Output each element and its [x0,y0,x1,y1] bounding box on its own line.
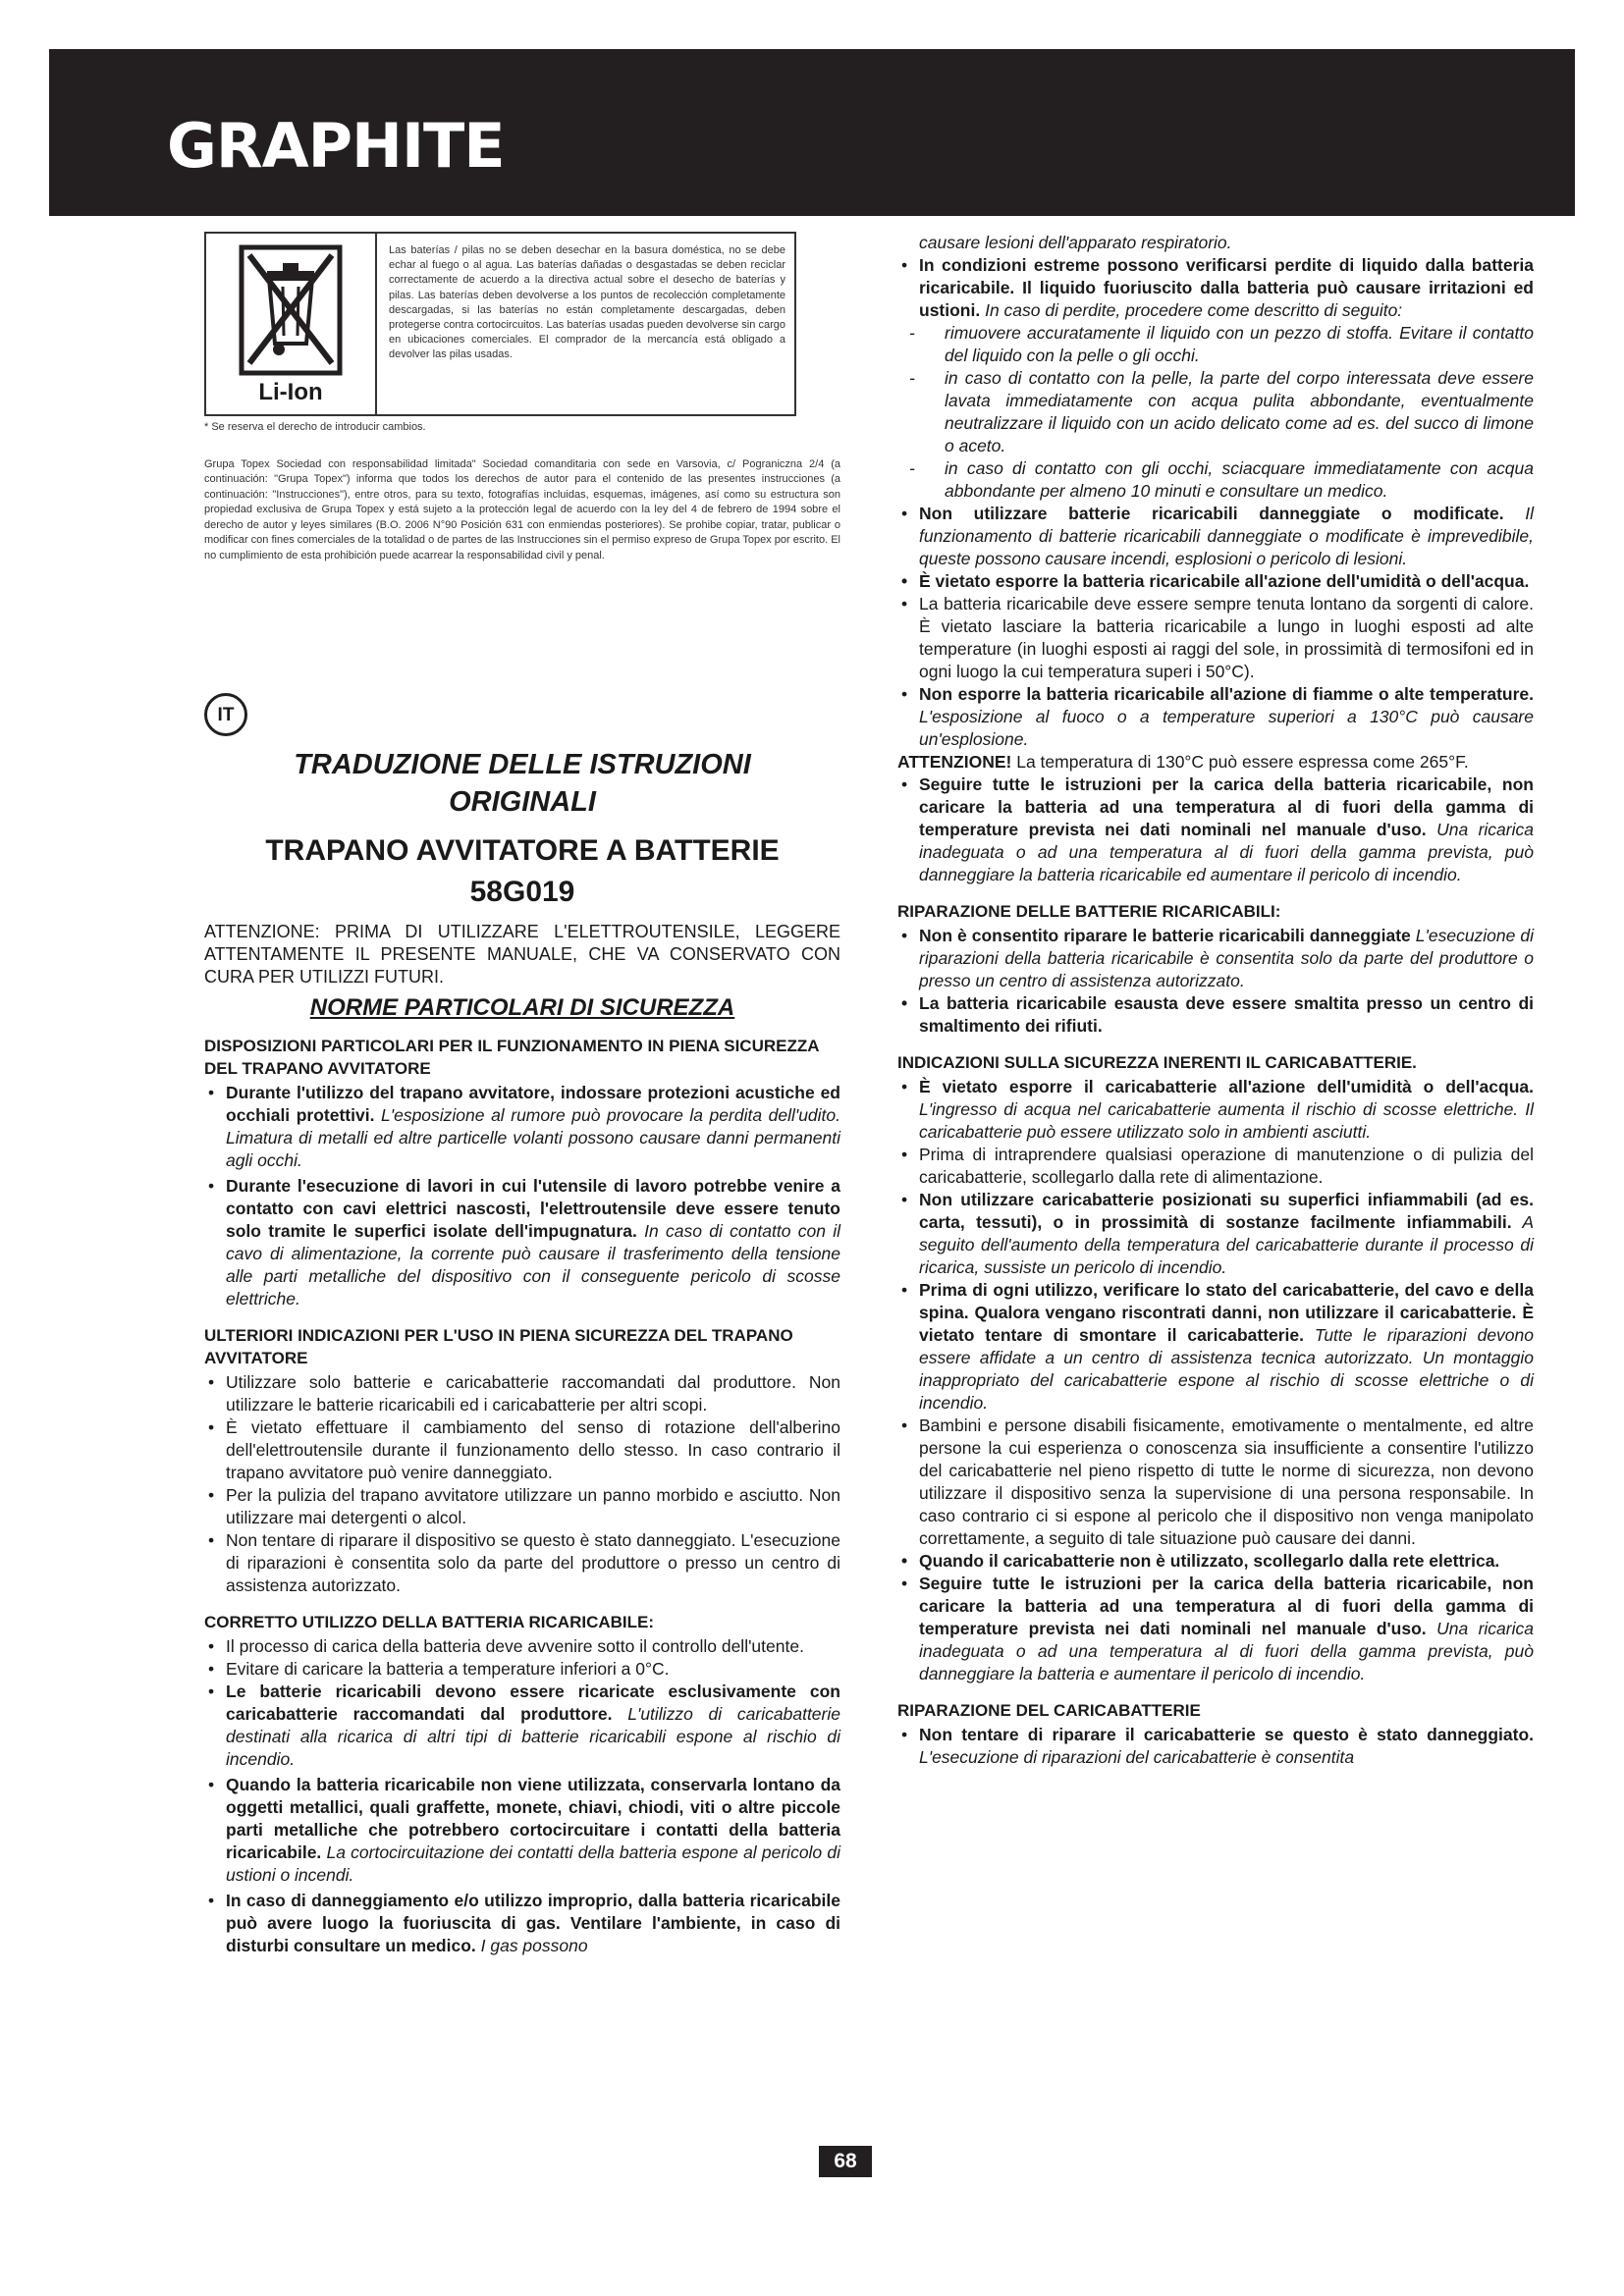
r-dash-3: - in caso di contatto con gli occhi, sciacquare immediatamente con acqua abbondante per almeno 10 minuti e consultare un medico. [897,457,1534,503]
r-charger-2: • Prima di intraprendere qualsiasi operazione di manutenzione o di pulizia del caricabatterie, scollegarlo dalla rete di alimentazione. [897,1144,1534,1189]
left-column [204,232,840,1957]
doc-title-line2: ORIGINALI [449,786,596,818]
product-name: TRAPANO AVVITATORE A BATTERIE [265,834,780,867]
r-dash-2: - in caso di contatto con la pelle, la parte del corpo interessata deve essere lavata immediatamente con acqua pulita abbondante, eventualmente neutralizzare il liquido con un acido delicato come ad es. del succo di limone o aceto. [897,367,1534,457]
page-number: 68 [819,2146,872,2177]
s3-heading: CORRETTO UTILIZZO DELLA BATTERIA RICARICABILE: [204,1613,655,1631]
s3-bullet-1: • Il processo di carica della batteria deve avvenire sotto il controllo dell'utente. [204,1635,840,1658]
r-charger-6: • Quando il caricabatterie non è utilizzato, scollegarlo dalla rete elettrica. [897,1550,1534,1573]
brand-logo: GRAPHITE [167,110,505,182]
r-charger-1: • È vietato esporre il caricabatterie all'azione dell'umidità o dell'acqua. L'ingresso di acqua nel caricabatterie aumenta il rischio di scosse elettriche. Il caricabatterie può essere utilizzato solo in ambienti asciutti. [897,1076,1534,1144]
r-dash-1: - rimuovere accuratamente il liquido con un pezzo di stoffa. Evitare il contatto del liquido con la pelle o gli occhi. [897,322,1534,367]
r-charger-5: • Bambini e persone disabili fisicamente, emotivamente o mentalmente, ed altre persone la cui esperienza o conoscenza sia insufficiente a consentire l'utilizzo del caricabatterie nel pieno rispetto di tutte le norme di sicurezza, non devono utilizzare il dispositivo senza la supervisione di una persona responsabile. In caso contrario ci si espone al pericolo che il dispositivo non venga manipolato correttamente, a seguito di tale situazione può causare dei danni. [897,1415,1534,1550]
r-bullet-3: • È vietato esporre la batteria ricaricabile all'azione dell'umidità o dell'acqua. [897,570,1534,593]
r-charger-7: • Seguire tutte le istruzioni per la carica della batteria ricaricabile, non caricare la batteria ad una temperatura al di fuori della gamma di temperature prevista nei dati nominali nel manuale d'uso. Una ricarica inadeguata o ad una temperatura al di fuori della gamma prevista, può danneggiare la batteria e aumentare il pericolo di incendio. [897,1573,1534,1685]
r-charger-heading: INDICAZIONI SULLA SICUREZZA INERENTI IL CARICABATTERIE. [897,1053,1417,1072]
r-repair-heading: RIPARAZIONE DELLE BATTERIE RICARICABILI: [897,902,1281,921]
s2-bullet-4: • Non tentare di riparare il dispositivo se questo è stato danneggiato. L'esecuzione di riparazioni è consentita solo da parte del produttore o presso un centro di assistenza autorizzato. [204,1529,840,1597]
s2-heading: ULTERIORI INDICAZIONI PER L'USO IN PIENA SICUREZZA DEL TRAPANO AVVITATORE [204,1326,793,1367]
s2-bullet-1: • Utilizzare solo batterie e caricabatterie raccomandati dal produttore. Non utilizzare le batterie ricaricabili ed i caricabatterie per altri scopi. [204,1371,840,1416]
r-bullet-1: • In condizioni estreme possono verificarsi perdite di liquido dalla batteria ricaricabile. Il liquido fuoriuscito dalla batteria può causare irritazioni ed ustioni. In caso di perdite, procedere come descritto di seguito: [897,254,1534,322]
s2-bullet-3: • Per la pulizia del trapano avvitatore utilizzare un panno morbido e asciutto. Non utilizzare mai detergenti o alcol. [204,1484,840,1529]
product-code: 58G019 [469,876,575,908]
s1-bullet-2: • Durante l'esecuzione di lavori in cui l'utensile di lavoro potrebbe venire a contatto con cavi elettrici nascosti, l'elettroutensile deve essere tenuto solo tramite le superfici isolate dell'impugnatura. In caso di contatto con il cavo di alimentazione, la corrente può causare il trasferimento della tensione alle parti metalliche del dispositivo con il conseguente pericolo di scosse elettriche. [204,1175,840,1310]
disposal-text: Las baterías / pilas no se deben desechar en la basura doméstica, no se debe echar al fuego o al agua. Las baterías dañadas o desgastadas se deben reciclar correctamente de acuerdo a la directiva actual sobre el desecho de baterías y pilas. Las baterías deben devolverse a los puntos de recolección completamente descargadas, si las baterías no están completamente descargadas, deben protegerse contra cortocircuitos. Las baterías usadas pueden devolverse sin cargo en ubicaciones comerciales. El comprador de la mercancía está obligado a devolver las pilas usadas. [389,244,785,361]
li-ion-label: Li-Ion [258,379,323,405]
s3-bullet-2: • Evitare di caricare la batteria a temperature inferiori a 0°C. [204,1658,840,1681]
doc-title-line1: TRADUZIONE DELLE ISTRUZIONI [294,749,751,780]
r-continuation: causare lesioni dell'apparato respiratorio. [919,233,1232,252]
r-crepair-heading: RIPARAZIONE DEL CARICABATTERIE [897,1701,1201,1720]
r-crepair-1: • Non tentare di riparare il caricabatterie se questo è stato danneggiato. L'esecuzione di riparazioni del caricabatterie è consentita [897,1724,1534,1769]
r-bullet-2: • Non utilizzare batterie ricaricabili danneggiate o modificate. Il funzionamento di batterie ricaricabili danneggiate o modificate è imprevedibile, queste possono causare incendi, esplosioni o pericolo di lesioni. [897,503,1534,570]
r-attention: ATTENZIONE! La temperatura di 130°C può essere espressa come 265°F. [897,752,1469,772]
s3-bullet-4: • Quando la batteria ricaricabile non viene utilizzata, conservarla lontano da oggetti metallici, quali graffette, monete, chiavi, chiodi, viti o altre piccole parti metalliche che potrebbero cortocircuitare i contatti della batteria ricaricabile. La cortocircuitazione dei contatti della batteria espone al pericolo di ustioni o incendi. [204,1774,840,1887]
s1-bullet-1: • Durante l'utilizzo del trapano avvitatore, indossare protezioni acustiche ed occhiali protettivi. L'esposizione al rumore può provocare la perdita dell'udito. Limatura di metalli ed altre particelle volanti possono causare danni permanenti agli occhi. [204,1082,840,1172]
disposal-box [204,232,796,416]
crossed-bin-icon [228,241,353,379]
copyright-text: Grupa Topex Sociedad con responsabilidad limitada" Sociedad comanditaria con sede en Varsovia, c/ Pograniczna 2/4 (a continuación: "Grupa Topex") informa que todos los derechos de autor para el contenido de las presentes instrucciones (a continuación: "Instrucciones"), entre otros, para su texto, fotografías incluidas, esquemas, imágenes, así como su estructura son propiedad exclusiva de Grupa Topex y está sujeto a la protección legal de acuerdo con la ley del 4 de febrero de 1994 sobre el derecho de autor y leyes similares (B.O. 2006 N°90 Posición 631 con enmiendas posteriores). Se prohibe copiar, tratar, publicar o modificar con fines comerciales de la totalidad o de partes de las Instrucciones sin el permiso expreso de Grupa Topex por escrito. El no cumplimiento de esta prohibición puede acarrear la responsabilidad civil y penal. [204,457,840,561]
r-repair-1: • Non è consentito riparare le batterie ricaricabili danneggiate L'esecuzione di riparazioni della batteria ricaricabile è consentita solo da parte del produttore o presso un centro di assistenza autorizzato. [897,925,1534,992]
r-bullet-5: • Non esporre la batteria ricaricabile all'azione di fiamme o alte temperature. L'esposizione al fuoco o a temperature superiori a 130°C può causare un'esplosione. [897,683,1534,751]
r-bullet-4: • La batteria ricaricabile deve essere sempre tenuta lontano da sorgenti di calore. È vietato lasciare la batteria ricaricabile a lungo in luoghi esposti ad alte temperature (in luoghi esposti ai raggi del sole, in prossimità di termosifoni ed in ogni luogo la cui temperatura superi i 50°C). [897,593,1534,683]
disposal-icon-cell [206,234,377,414]
r-bullet-6: • Seguire tutte le istruzioni per la carica della batteria ricaricabile, non caricare la batteria ad una temperatura al di fuori della gamma di temperature prevista nei dati nominali nel manuale d'uso. Una ricarica inadeguata o ad una temperatura al di fuori della gamma prevista, può danneggiare la batteria ricaricabile ed aumentare il pericolo di incendio. [897,774,1534,886]
r-charger-3: • Non utilizzare caricabatterie posizionati su superfici infiammabili (ad es. carta, tessuti), o in prossimità di sostanze facilmente infiammabili. A seguito dell'aumento della temperatura del caricabatterie durante il processo di ricarica, sussiste un pericolo di incendio. [897,1189,1534,1279]
reservation-note: * Se reserva el derecho de introducir cambios. [204,421,426,433]
warning-text: ATTENZIONE: PRIMA DI UTILIZZARE L'ELETTROUTENSILE, LEGGERE ATTENTAMENTE IL PRESENTE MANUALE, CHE VA CONSERVATO CON CURA PER UTILIZZI FUTURI. [204,922,840,987]
r-charger-4: • Prima di ogni utilizzo, verificare lo stato del caricabatterie, del cavo e della spina. Qualora vengano riscontrati danni, non utilizzare il caricabatterie. È vietato tentare di smontare il caricabatterie. Tutte le riparazioni devono essere affidate a un centro di assistenza tecnica autorizzato. Un montaggio inappropriato del caricabatterie espone al rischio di scosse elettriche o di incendio. [897,1279,1534,1415]
r-repair-2: • La batteria ricaricabile esausta deve essere smaltita presso un centro di smaltimento dei rifiuti. [897,992,1534,1038]
s1-heading: DISPOSIZIONI PARTICOLARI PER IL FUNZIONAMENTO IN PIENA SICUREZZA DEL TRAPANO AVVITATORE [204,1037,819,1078]
s3-bullet-3: • Le batterie ricaricabili devono essere ricaricate esclusivamente con caricabatterie raccomandati dal produttore. L'utilizzo di caricabatterie destinati alla ricarica di altri tipi di batterie ricaricabili espone al rischio di incendio. [204,1681,840,1771]
right-column [897,232,1534,1769]
s2-bullet-2: • È vietato effettuare il cambiamento del senso di rotazione dell'alberino dell'elettroutensile durante il funzionamento dello stesso. In caso contrario il trapano avvitatore può venire danneggiato. [204,1416,840,1484]
section-title: NORME PARTICOLARI DI SICUREZZA [309,994,735,1021]
language-badge: IT [204,693,247,736]
s3-bullet-5: • In caso di danneggiamento e/o utilizzo improprio, dalla batteria ricaricabile può avere luogo la fuoriuscita di gas. Ventilare l'ambiente, in caso di disturbi consultare un medico. I gas possono [204,1890,840,1957]
